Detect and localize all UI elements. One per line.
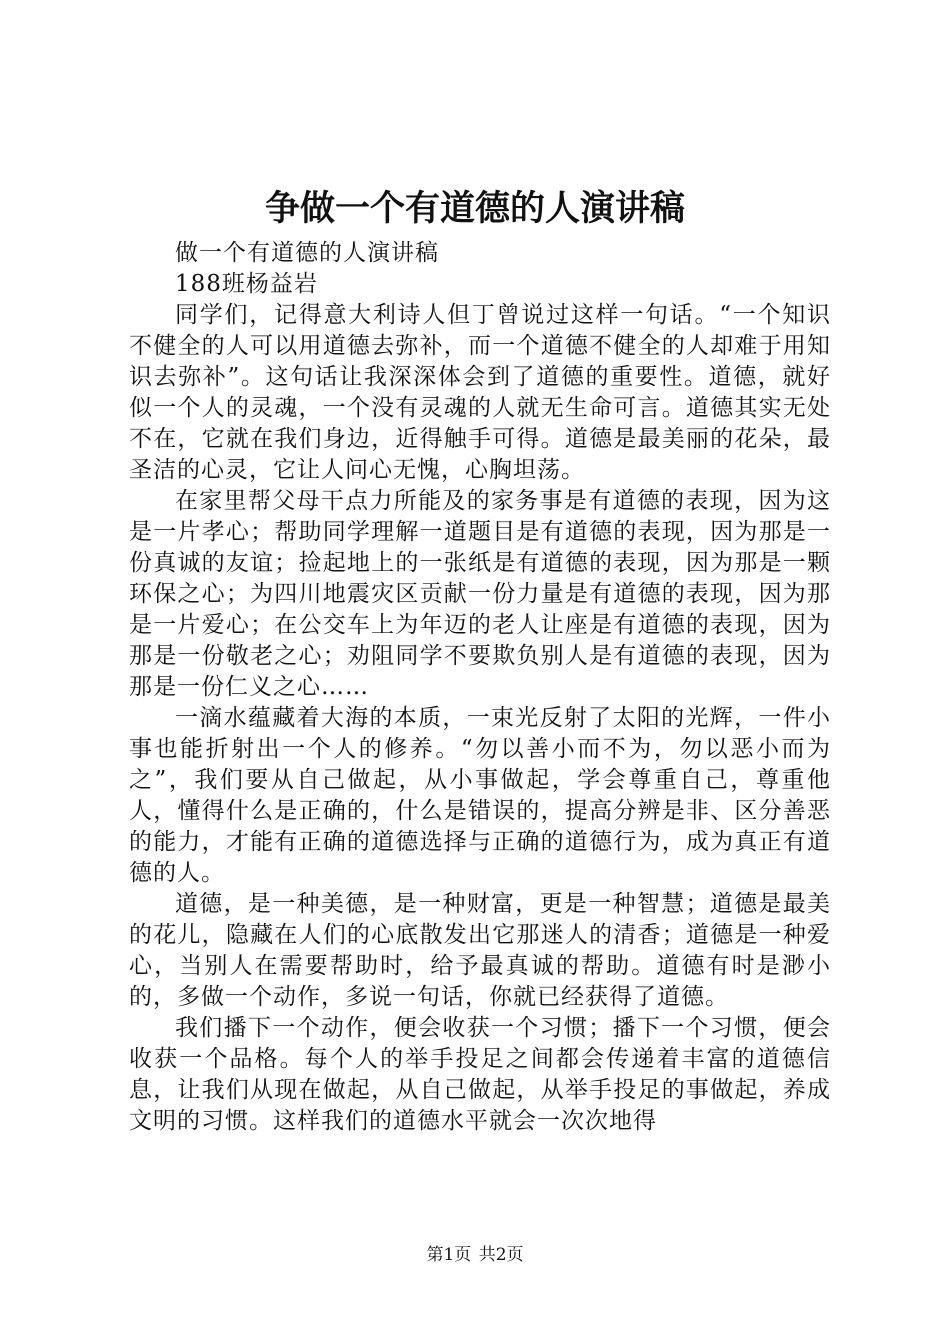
paragraph: 我们播下一个动作，便会收获一个习惯；播下一个习惯，便会收获一个品格。每个人的举手投足之间都会传递着丰富的道德信息，让我们从现在做起，从自己做起，从举手投足的事做起，养成文明的习惯。这样我们的道德水平就会一次次地得 — [129, 1015, 831, 1134]
author-line: 188班杨益岩 — [175, 271, 318, 297]
document-body — [129, 238, 831, 1137]
paragraph: 同学们，记得意大利诗人但丁曾说过这样一句话。“一个知识不健全的人可以用道德去弥补，而一个道德不健全的人却难于用知识去弥补”。这句话让我深深体会到了道德的重要性。道德，就好似一个人的灵魂，一个没有灵魂的人就无生命可言。道德其实无处不在，它就在我们身边，近得触手可得。道德是最美丽的花朵，最圣洁的心灵，它让人问心无愧，心胸坦荡。 — [129, 302, 831, 483]
paragraph: 在家里帮父母干点力所能及的家务事是有道德的表现，因为这是一片孝心；帮助同学理解一道题目是有道德的表现，因为那是一份真诚的友谊；捡起地上的一张纸是有道德的表现，因为那是一颗环保之心；为四川地震灾区贡献一份力量是有道德的表现，因为那是一片爱心；在公交车上为年迈的老人让座是有道德的表现，因为那是一份敬老之心；劝阻同学不要欺负别人是有道德的表现，因为那是一份仁义之心…… — [129, 488, 831, 700]
document-title: 争做一个有道德的人演讲稿 — [264, 188, 685, 229]
page-number: 第1页 — [426, 1245, 472, 1265]
page-footer — [0, 1244, 950, 1266]
paragraph: 道德，是一种美德，是一种财富，更是一种智慧；道德是最美的花儿，隐藏在人们的心底散发出它那迷人的清香；道德是一种爱心，当别人在需要帮助时，给予最真诚的帮助。道德有时是渺小的，多做一个动作，多说一句话，你就已经获得了道德。 — [129, 891, 831, 1010]
page-total: 共2页 — [478, 1245, 524, 1265]
subtitle: 做一个有道德的人演讲稿 — [175, 240, 439, 266]
paragraph: 一滴水蕴藏着大海的本质，一束光反射了太阳的光辉，一件小事也能折射出一个人的修养。“勿以善小而不为，勿以恶小而为之”，我们要从自己做起，从小事做起，学会尊重自己，尊重他人，懂得什么是正确的，什么是错误的，提高分辨是非、区分善恶的能力，才能有正确的道德选择与正确的道德行为，成为真正有道德的人。 — [129, 705, 831, 886]
